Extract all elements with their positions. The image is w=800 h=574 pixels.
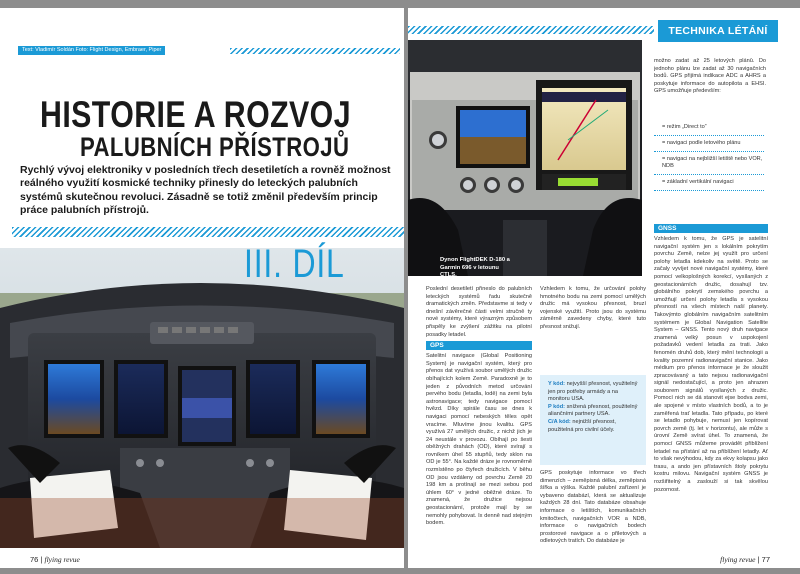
decor-hatch-right [408,26,654,34]
text-column-3-bottom [654,222,768,558]
col2-text: Vzhledem k tomu, že určování polohy hmotného bodu na zemi pomocí umělých družic má vysokou přesnost, bruzí vojenské využití. Proto jsou do systému záměrně zavedeny chyby, které tuto přesnost snižují. [540,286,646,330]
article-title-line2: PALUBNÍCH PŘÍSTROJŮ [80,132,350,162]
list-item: = navigaci podle letového plánu [654,136,764,152]
footer-right: flying revue | 77 [720,555,770,564]
gps-codes-box [540,375,646,465]
left-page [0,8,404,568]
text-column-2-top [540,286,646,366]
col1-gps-text: Satelitní navigace (Global Positioning System) je navigační systém, který pro přenos dat využívá soubor umělých družic obíhajících kolem Země. Paradoxně je to jeden z původních metod určování pervého bodu (letadla, lodě) na zemi byla astronavigace; tedy navigace pomocí hvězd. Díky spirále času se dnes k navigaci pomocí nebeských těles opět vracíme. Mluvíme jinou kvalitu. GPS využívá 27 umělých družic, z nichž jich je 24 neustále v provozu. Obíhají po šesti oběžných drahách (OD), které svírají s rovníkem úhel 55 stupňů, tedy sklon na OD je 55°. Na každé dráze je rovnoměrně rozmístěno po čtyřech družicích. V běhu OD jsou vzdáleny od povrchu Země 20 198 km a protínají se mezi sebou pod úhlem 60° v jedné oběžné dráze. To znamená, že družice nejsou geostacionární, protože mají by se nemohly pohybovat. Ix denně nad stejným bodem. [426,353,532,527]
right-page [408,8,800,568]
y-code-label: Y kód: [548,381,565,387]
page-number-left: 76 [30,555,39,564]
col3-intro: možno zadat až 25 letových plánů. Do jednoho plánu lze zadat až 30 navigačních bodů. GPS přijímá indikace ADC a AHRS a poskytuje informace do autopilota a EHSI. GPS umožňuje především: [654,58,766,95]
part-number: III. DÍL [244,242,345,286]
gnss-heading: GNSS [654,224,768,233]
list-item: = režim „Direct to“ [654,120,764,136]
photo-credit: Text: Vladimír Soldán Foto: Flight Design, Embraer, Piper [18,46,165,55]
list-item: = základní vertikální navigaci [654,175,764,191]
photo-caption: Dynon FlightDEK D-180 a Garmin 696 v letounu CTLS. [440,257,510,278]
col1-intro: Poslední desetiletí přineslo do palubních leteckých systémů řadu skutečně dramatických změn. Představme si tedy v dnešní závěrečné části velmi stručně ty nové systémy, které výrazným způsobem přispěly ke zvýšení zážitku na pilotní posadky letadel. [426,286,532,338]
text-column-2-bottom [540,470,646,558]
decor-hatch-top [230,48,400,54]
p-code-text: snížená přesnost, použitelný aliančními partnery USA. [548,403,638,418]
ca-code-label: C/A kód: [548,418,571,425]
col3-gnss-text: Vzhledem k tomu, že GPS je satelitní navigační systém jen s lokálním pokrytím povrchu Země, nelze jej využít pro určení polohy letadla kdekoliv na světě. Proto se začaly vyvíjet nové navigační systémy, které pomocí velkoplošných korekcí, vysílaných z geostacionárních družic, dosahují tzv. globálního pokrytí zemského povrchu a umožňují určení polohy letadla s vysokou přesností na všech místech naší planety. Takovýmto globálním navigačním satelitním systémem je Global Navigation Satellite System – GNSS. Tento nový druh navigace znamená velký posun v uspokojení požadavků vedení letadla za trati. Jako fenomén druhů dob, který mění technologii a kvality pozemní radionavigační stanice. Jako médium pro přenos informace je že sloužit zpracovávaný a tato nejsou radionavigační signál nedostačující, a proto jen ahrazen souborem signálů vysílaných z družic. Pomocí nich se dá stanovit ejse bodva zemi, ale spojené v místo vlastních bodů, a to je zaměřená trať letadla. Tato případu, po které se letadlo pohybuje, nemusí jen kopírovat povrch země (tj. let v horizontu), ale může s úrovní Země svírat úhel. To znamená, že pomocí GNSS můžeme provádět přiblížení letadel na přístání až na přiblížení letadly. Ať to však nevýhodou, kdy za ekvy kolapsu jako trasu, a ando jen přístavních štoly pokrytu kostru milovu. Navigační systém GNSS je rozšiřitelný a zaslouží si tak skvělou pozornost. [654,236,768,493]
text-column-1 [426,286,532,556]
footer-left: 76 | flying revue [30,555,80,564]
article-title-line1: HISTORIE A ROZVOJ [40,94,351,135]
section-label: TECHNIKA LÉTÁNÍ [658,20,778,42]
p-code-label: P kód: [548,403,565,410]
magazine-name-left: flying revue [44,555,80,564]
ctls-cockpit-photo [408,40,642,276]
page-number-right: 77 [761,555,770,564]
text-column-3-top [654,58,766,128]
gps-heading: GPS [426,341,532,350]
gps-feature-list [654,120,764,191]
article-lead: Rychlý vývoj elektroniky v posledních třech desetiletích a rovněž možnost reálného využití kosmické techniky přinesly do leteckých palubních systémů skutečnou revoluci. Zásadně se totiž změnil především princip práce palubních přístrojů. [20,164,391,217]
magazine-name-right: flying revue [720,555,756,564]
embraer-cockpit-photo [0,248,404,548]
y-code-text: nejvyšší přesnost, využitelný jen pro potřeby armády a na monitoru USA. [548,381,638,403]
list-item: = navigaci na nejbližší letiště nebo VOR, NDB [654,152,764,176]
col2-after: GPS poskytuje informace vo třech dimenzích – zeměpisná délka, zeměpisná šířka a výška. Každé palubní zařízení je vybaveno databází, která se aktualizuje každých 28 dní. Tato databáze obsahuje informace o letištích, komunikačních kmitočtech, navigačních VOR a NDB, informace o navigačních bodech prostorové navigace a o přiletových a odletových tratích. Do databáze je [540,470,646,545]
ca-code-text: nejnižší přesnost, použitelná pro civilní účely. [548,418,616,433]
decor-hatch-mid [12,227,404,237]
